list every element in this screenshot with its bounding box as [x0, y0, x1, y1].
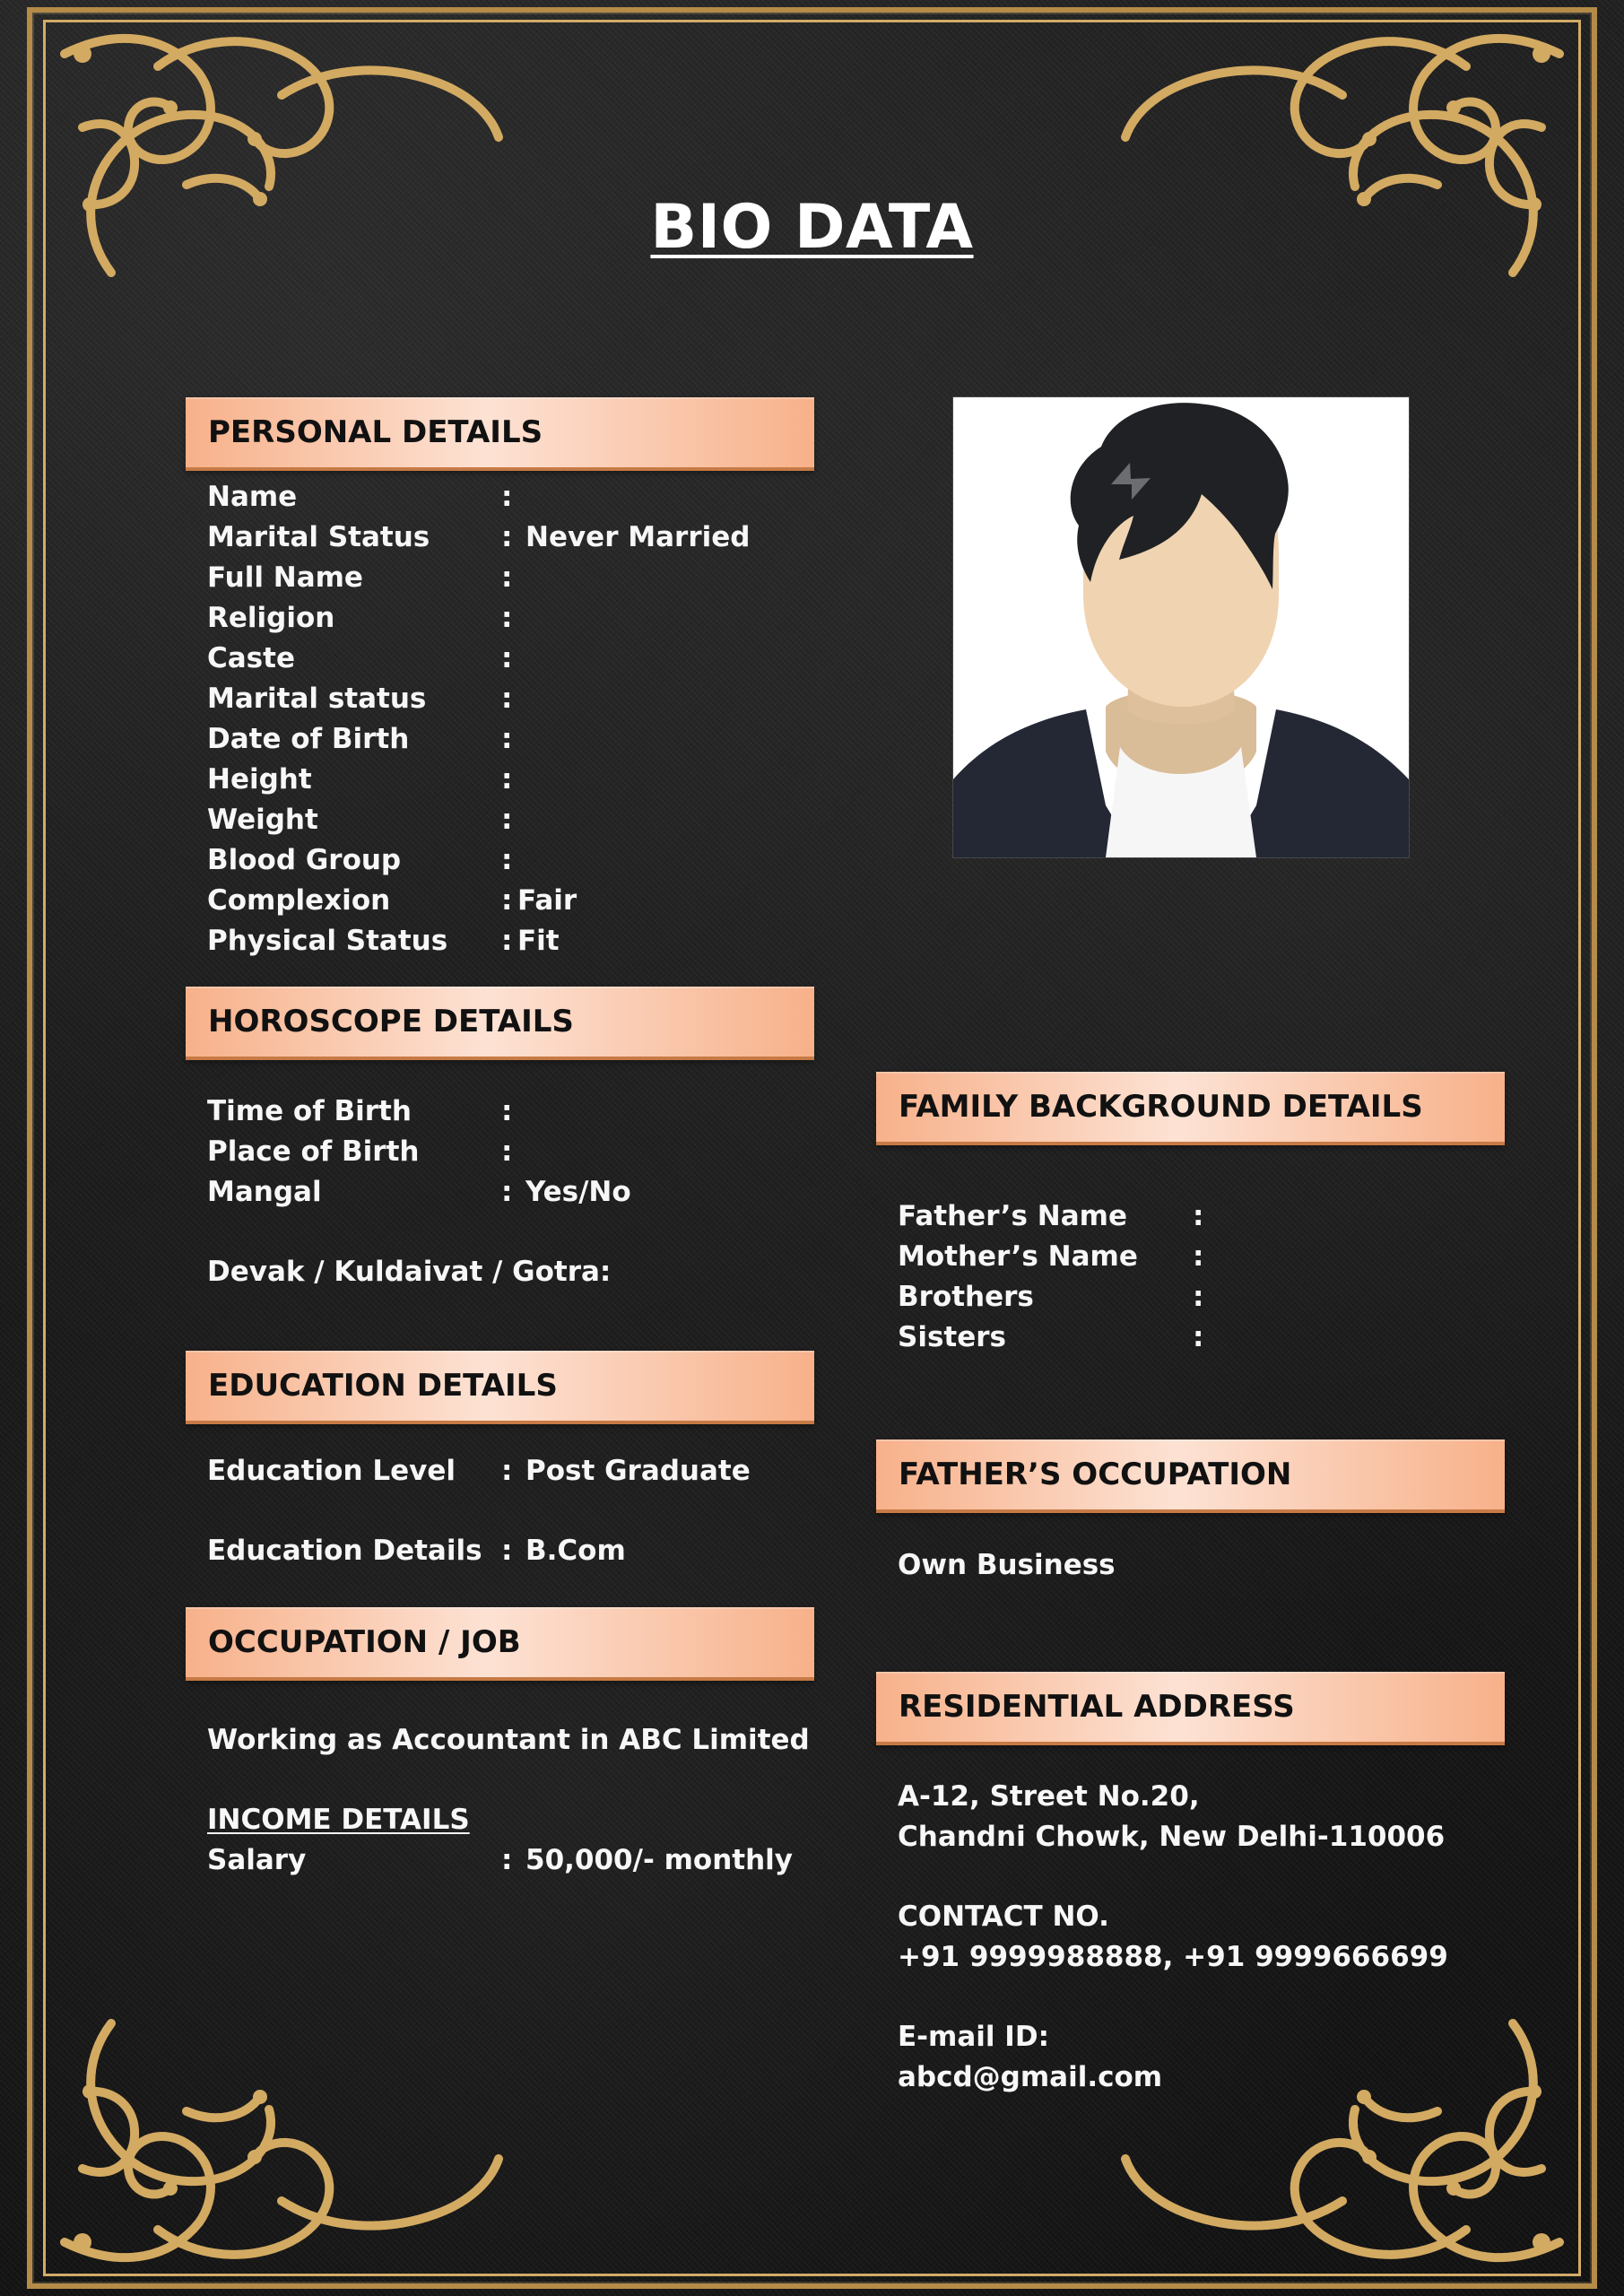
personal-full-name-label: Full Name — [207, 561, 363, 594]
occupation-job-header: OCCUPATION / JOB — [186, 1607, 814, 1681]
education-details-header: EDUCATION DETAILS — [186, 1351, 814, 1424]
education-details-separator: : — [501, 1535, 513, 1567]
horoscope-time-of-birth-separator: : — [501, 1095, 513, 1127]
personal-religion-separator: : — [501, 602, 513, 634]
occupation-job-text: Working as Accountant in ABC Limited — [207, 1724, 810, 1756]
personal-date-of-birth-label: Date of Birth — [207, 723, 410, 755]
personal-physical-status-label: Physical Status — [207, 925, 448, 957]
personal-height-separator: : — [501, 763, 513, 796]
family-brothers-separator: : — [1193, 1281, 1204, 1313]
salary-label: Salary — [207, 1844, 307, 1876]
personal-religion-label: Religion — [207, 602, 335, 634]
personal-complexion-separator: : — [501, 884, 513, 917]
horoscope-mangal-value: Yes/No — [525, 1176, 631, 1208]
education-level-label: Education Level — [207, 1455, 456, 1487]
contact-number-label: CONTACT NO. — [898, 1900, 1109, 1933]
family-background-header: FAMILY BACKGROUND DETAILS — [876, 1072, 1505, 1145]
email-value: abcd@gmail.com — [898, 2061, 1163, 2093]
horoscope-mangal-separator: : — [501, 1176, 513, 1208]
personal-marital-status-value: Never Married — [525, 521, 751, 553]
personal-date-of-birth-separator: : — [501, 723, 513, 755]
personal-name-separator: : — [501, 481, 513, 513]
personal-marital-status-second-label: Marital status — [207, 683, 427, 715]
education-details-value: B.Com — [525, 1535, 626, 1567]
family-mother-name-separator: : — [1193, 1240, 1204, 1273]
contact-number-value: +91 9999988888, +91 9999666699 — [898, 1941, 1448, 1973]
address-line-2: Chandni Chowk, New Delhi-110006 — [898, 1821, 1446, 1853]
family-mother-name-label: Mother’s Name — [898, 1240, 1138, 1273]
father-occupation-header: FATHER’S OCCUPATION — [876, 1439, 1505, 1513]
family-sisters-label: Sisters — [898, 1321, 1006, 1353]
horoscope-mangal-label: Mangal — [207, 1176, 322, 1208]
personal-height-label: Height — [207, 763, 312, 796]
family-sisters-separator: : — [1193, 1321, 1204, 1353]
personal-marital-status-separator: : — [501, 521, 513, 553]
income-details-heading: INCOME DETAILS — [207, 1804, 470, 1836]
father-occupation-text: Own Business — [898, 1549, 1116, 1581]
email-label: E-mail ID: — [898, 2021, 1049, 2053]
education-level-separator: : — [501, 1455, 513, 1487]
education-level-value: Post Graduate — [525, 1455, 751, 1487]
personal-physical-status-value: Fit — [517, 925, 560, 957]
residential-address-header: RESIDENTIAL ADDRESS — [876, 1672, 1505, 1745]
personal-marital-status-second-separator: : — [501, 683, 513, 715]
personal-complexion-label: Complexion — [207, 884, 391, 917]
personal-details-header: PERSONAL DETAILS — [186, 397, 814, 471]
personal-full-name-separator: : — [501, 561, 513, 594]
address-line-1: A-12, Street No.20, — [898, 1780, 1200, 1813]
profile-photo — [953, 397, 1409, 857]
personal-weight-label: Weight — [207, 804, 318, 836]
personal-blood-group-label: Blood Group — [207, 844, 402, 876]
profile-avatar-icon — [953, 397, 1409, 857]
personal-physical-status-separator: : — [501, 925, 513, 957]
education-details-label: Education Details — [207, 1535, 482, 1567]
horoscope-gotra-line: Devak / Kuldaivat / Gotra: — [207, 1256, 612, 1288]
family-brothers-label: Brothers — [898, 1281, 1034, 1313]
personal-blood-group-separator: : — [501, 844, 513, 876]
page-title: BIO DATA — [650, 192, 974, 263]
personal-weight-separator: : — [501, 804, 513, 836]
horoscope-time-of-birth-label: Time of Birth — [207, 1095, 412, 1127]
family-father-name-separator: : — [1193, 1200, 1204, 1232]
personal-marital-status-label: Marital Status — [207, 521, 430, 553]
family-father-name-label: Father’s Name — [898, 1200, 1127, 1232]
salary-separator: : — [501, 1844, 513, 1876]
horoscope-place-of-birth-label: Place of Birth — [207, 1135, 420, 1168]
personal-name-label: Name — [207, 481, 298, 513]
personal-caste-separator: : — [501, 642, 513, 674]
personal-caste-label: Caste — [207, 642, 295, 674]
horoscope-details-header: HOROSCOPE DETAILS — [186, 987, 814, 1060]
personal-complexion-value: Fair — [517, 884, 578, 917]
horoscope-place-of-birth-separator: : — [501, 1135, 513, 1168]
salary-value: 50,000/- monthly — [525, 1844, 793, 1876]
